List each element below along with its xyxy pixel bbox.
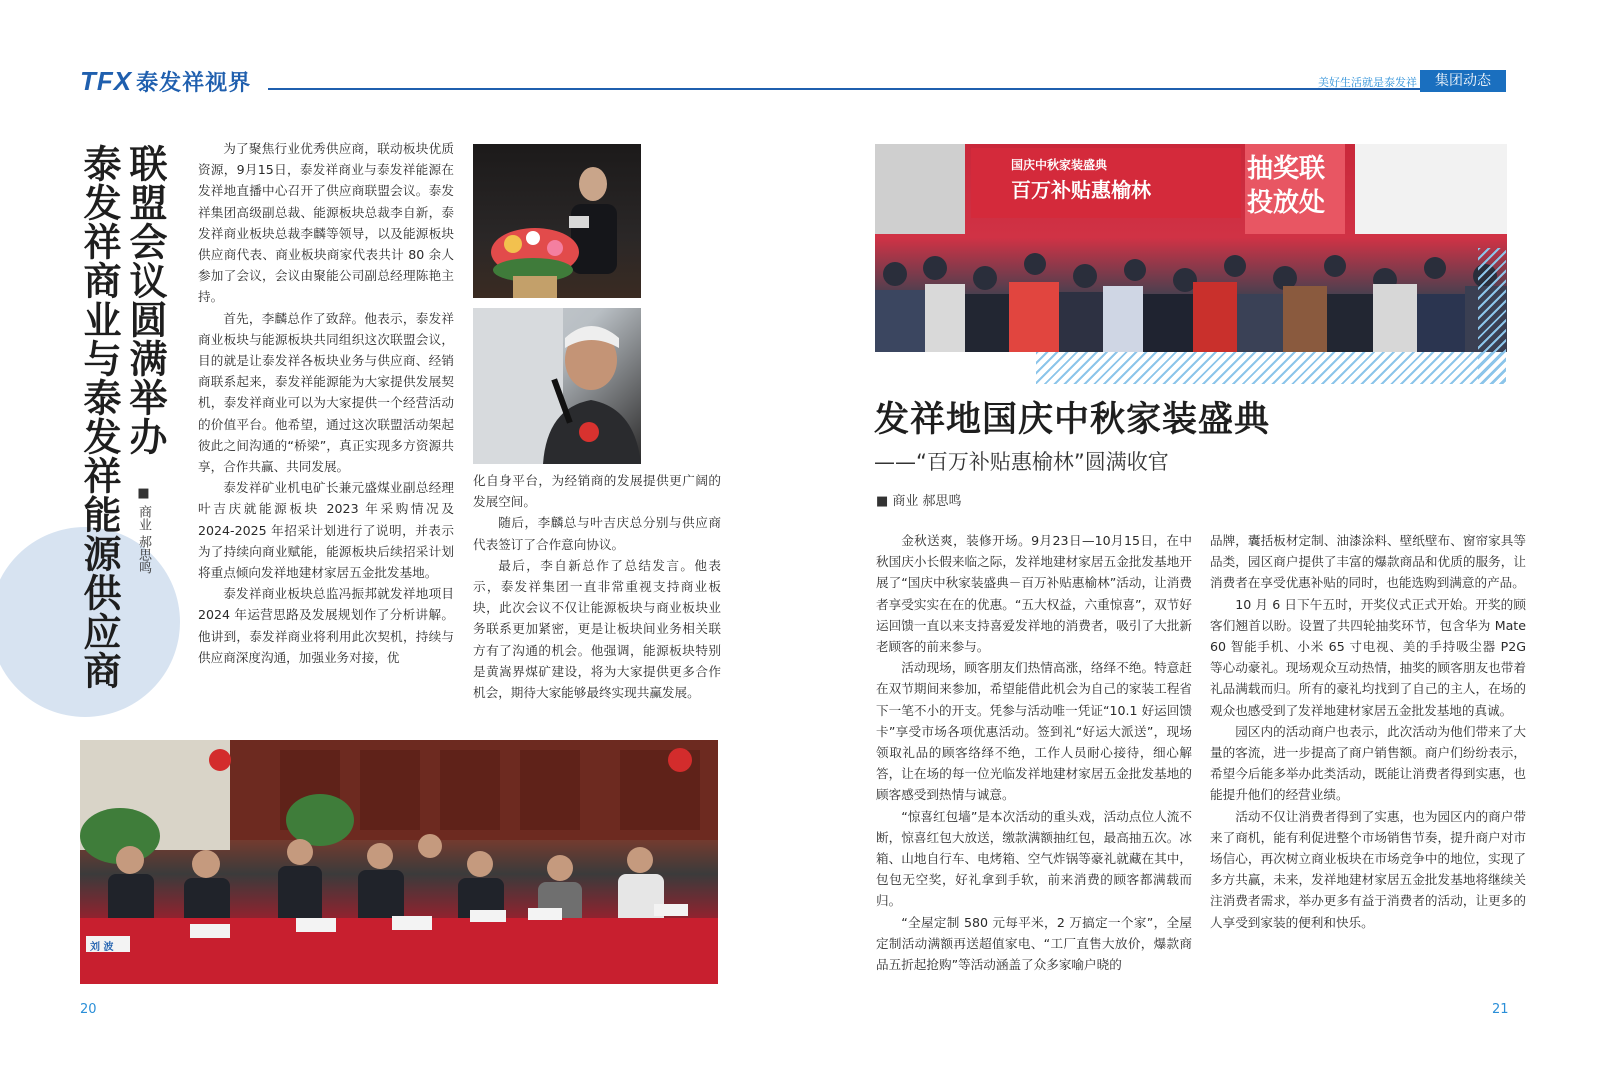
page-number-left: 20 <box>80 1002 97 1017</box>
meeting-photo <box>80 740 718 984</box>
paragraph: 活动不仅让消费者得到了实惠，也为园区内的商户带来了商机，能有利促进整个市场销售节奏，提升商户对市场信心，再次树立商业板块在市场竞争中的地位，实现了多方共赢，未来，发祥地建材家居五金批发基地将继续关注消费者需求，举办更多有益于消费者的活动，让更多的人享受到家装的便利和快乐。 <box>1210 808 1526 930</box>
logo-en: TFX <box>80 66 133 96</box>
left-title-line2: 泰发祥商业与泰发祥能源供应商 <box>77 144 121 690</box>
right-article-col1 <box>876 530 1192 975</box>
paragraph: “惊喜红包墙”是本次活动的重头戏，活动点位人流不断，惊喜红包大放送，缴款满额抽红包，最高抽五次。冰箱、山地自行车、电烤箱、空气炸锅等豪礼就藏在其中，包包无空奖，好礼拿到手软，前来消费的顾客都满载而归。 <box>876 808 1192 909</box>
left-byline: ■ 商业 郝思鸣 <box>136 486 151 575</box>
event-banner-2: 百万补贴惠榆林 <box>1011 178 1151 202</box>
event-photo <box>875 144 1507 352</box>
paragraph: 最后，李自新总作了总结发言。他表示，泰发祥集团一直非常重视支持商业板块，此次会议不仅让能源板块与商业板块业务联系更加紧密，更是让板块间业务相关联方有了沟通的机会。他强调，能源板块特别是黄嵩界煤矿建设，将为大家提供更多合作机会，期待大家能够最终实现共赢发展。 <box>473 557 721 701</box>
nameplate: 刘 波 <box>90 942 114 953</box>
speaker-photo-1-art <box>473 144 641 298</box>
header-rule <box>268 88 1496 90</box>
speaker-photo-1 <box>473 144 641 298</box>
decor-hatch-side <box>1478 248 1506 384</box>
paragraph: 随后，李麟总与叶吉庆总分别与供应商代表签订了合作意向协议。 <box>473 515 721 552</box>
paragraph: 泰发祥商业板块总监冯振邦就发祥地项目 2024 年运营思路及发展规划作了分析讲解。他讲到，泰发祥商业将利用此次契机，持续与供应商深度沟通，加强业务对接，优 <box>198 586 454 665</box>
paragraph: 品牌，囊括板材定制、油漆涂料、壁纸壁布、窗帘家具等品类，园区商户提供了丰富的爆款商品和优质的服务，让消费者在享受优惠补贴的同时，也能选购到满意的产品。 <box>1210 533 1526 591</box>
paragraph: 金秋送爽，装修开场。9月23日—10月15日，在中秋国庆小长假来临之际，发祥地建材家居五金批发基地开展了“国庆中秋家装盛典－百万补贴惠榆林”活动，让消费者享受实实在在的优惠。“五大权益，六重惊喜”，双节好运回馈一直以来支持喜爱发祥地的消费者，吸引了大批新老顾客的前来参与。 <box>876 533 1192 655</box>
right-article-col2 <box>1210 530 1526 933</box>
right-title: 发祥地国庆中秋家装盛典 <box>874 400 1271 440</box>
event-photo-art <box>875 144 1507 352</box>
paragraph: 泰发祥矿业机电矿长兼元盛煤业副总经理叶吉庆就能源板块 2023 年采购情况及 2024-2025 年招采计划进行了说明，并表示为了持续向商业赋能，能源板块后续招采计划将重点倾向发祥地建材家居五金批发基地。 <box>198 480 454 581</box>
page-number-right: 21 <box>1492 1002 1509 1017</box>
right-subtitle: ——“百万补贴惠榆林”圆满收官 <box>874 450 1169 474</box>
left-article-col2 <box>473 470 721 703</box>
paragraph: 活动现场，顾客朋友们热情高涨，络绎不绝。特意赶在双节期间来参加，希望能借此机会为自己的家装工程省下一笔不小的开支。凭参与活动唯一凭证“10.1 好运回馈卡”享受市场各项优惠活动。签到礼“好运大派送”，现场领取礼品的顾客络绎不绝，工作人员耐心接待，细心解答，让在场的每一位光临发祥地建材家居五金批发基地的顾客感受到热情与诚意。 <box>876 660 1192 803</box>
section-tab: 集团动态 <box>1420 70 1506 92</box>
right-byline: ■ 商业 郝思鸣 <box>876 494 962 509</box>
paragraph: “全屋定制 580 元每平米，2 万搞定一个家”，全屋定制活动满额再送超值家电、“工厂直售大放价，爆款商品五折起抢购”等活动涵盖了众多家喻户晓的 <box>876 914 1192 973</box>
paragraph: 首先，李麟总作了致辞。他表示，泰发祥商业板块与能源板块共同组织这次联盟会议，目的就是让泰发祥各板块业务与供应商、经销商联系起来，泰发祥能源能为大家提供发展契机，泰发祥商业可以为大家提供一个经营活动的价值平台。他希望，通过这次联盟活动架起彼此之间沟通的“桥梁”，真正实现多方资源共享，合作共赢、共同发展。 <box>198 310 454 475</box>
paragraph: 为了聚焦行业优秀供应商，联动板块优质资源，9月15日，泰发祥商业与泰发祥能源在发祥地直播中心召开了供应商联盟会议。泰发祥集团高级副总裁、能源板块总裁李自新，泰发祥商业板块总裁李麟等领导，以及能源板块供应商代表、商业板块商家代表共计 80 余人参加了会议，会议由聚能公司副总经理陈艳主持。 <box>198 141 454 305</box>
meeting-photo-art <box>80 740 718 984</box>
paragraph: 10 月 6 日下午五时，开奖仪式正式开始。开奖的顾客们翘首以盼。设置了共四轮抽奖环节，包含华为 Mate 60 智能手机、小米 65 寸电视、美的手持吸尘器 P2G 等心动豪礼。现场观众互动热情，抽奖的顾客朋友也带着礼品满载而归。所有的豪礼均找到了自己的主人，在场的观众也感受到了发祥地建材家居五金批发基地的真诚。 <box>1210 596 1526 718</box>
paragraph: 园区内的活动商户也表示，此次活动为他们带来了大量的客流，进一步提高了商户销售额。商户们纷纷表示，希望今后能多举办此类活动，既能让消费者得到实惠，也能提升他们的经营业绩。 <box>1210 723 1526 803</box>
paragraph: 化自身平台，为经销商的发展提供更广阔的发展空间。 <box>473 473 721 510</box>
speaker-photo-2-art <box>473 308 641 464</box>
brand-logo <box>80 66 251 97</box>
speaker-photo-2 <box>473 308 641 464</box>
decor-hatch <box>1036 352 1506 384</box>
logo-cn: 泰发祥视界 <box>136 70 252 95</box>
left-article-col1 <box>198 138 454 668</box>
event-banner-1: 国庆中秋家装盛典 <box>1011 158 1108 172</box>
left-title-line1: 联盟会议圆满举办 <box>123 144 167 456</box>
lottery-sign: 抽奖联投放处 <box>1247 154 1326 218</box>
header-slogan: 美好生活就是泰发祥 <box>1318 76 1417 89</box>
